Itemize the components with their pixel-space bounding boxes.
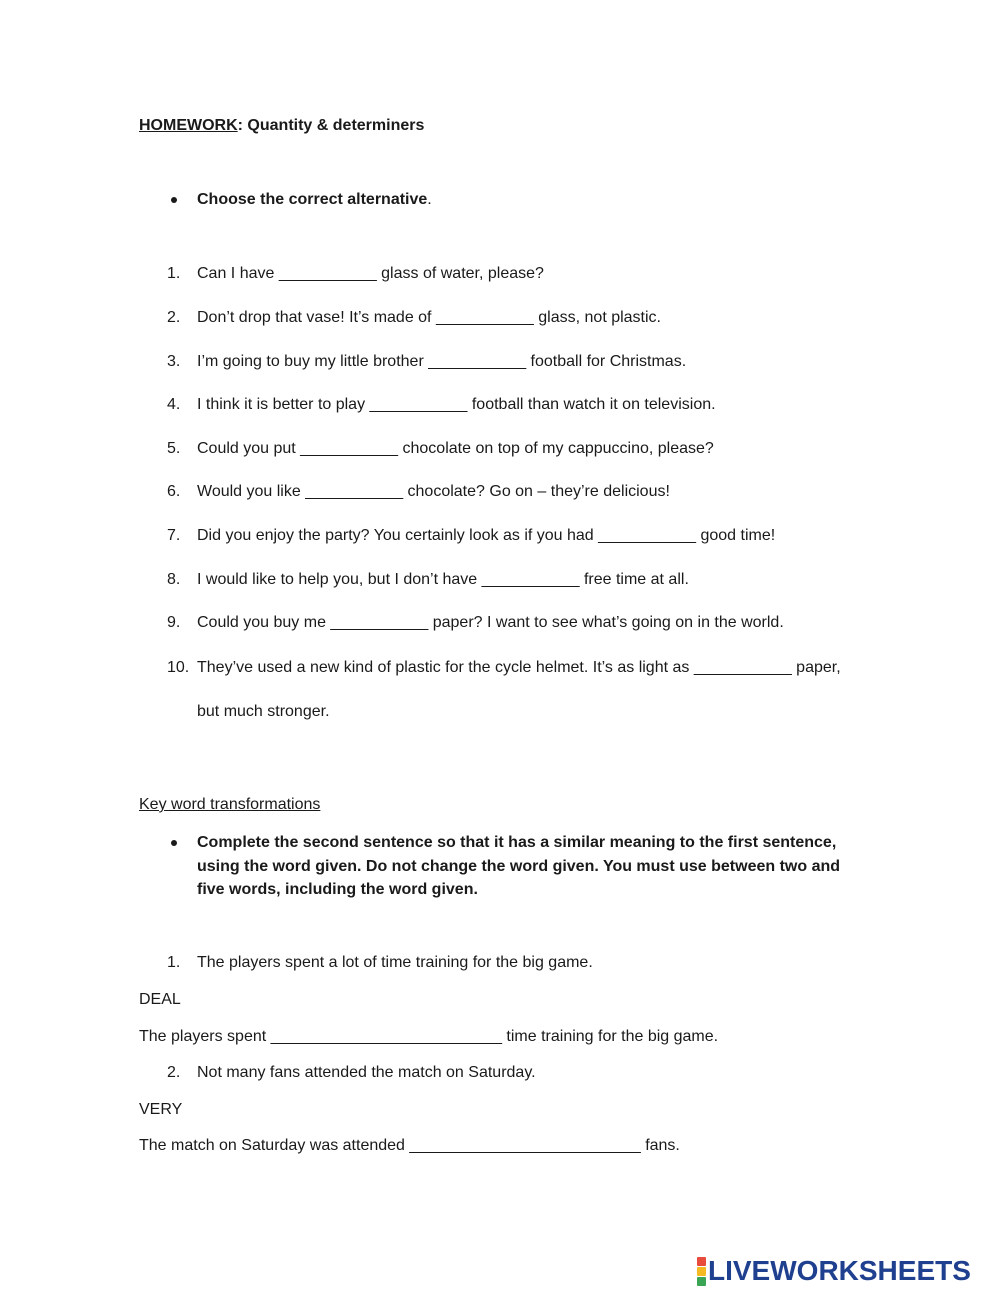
item-number: 1.	[167, 265, 181, 282]
exercise-item: Can I have ___________ glass of water, please?	[197, 265, 544, 282]
item-number: 2.	[167, 309, 181, 326]
item-number: 5.	[167, 440, 181, 457]
answer-line: The players spent __________________________ time training for the big game.	[139, 1028, 719, 1045]
exercise-item: They’ve used a new kind of plastic for the cycle helmet. It’s as light as ___________ paper,	[197, 659, 841, 676]
transformation-sentence: Not many fans attended the match on Saturday.	[197, 1064, 536, 1081]
item-number: 7.	[167, 527, 181, 544]
answer-line: The match on Saturday was attended __________________________ fans.	[139, 1137, 680, 1154]
logo-block	[697, 1267, 706, 1276]
page-title	[139, 116, 424, 136]
bullet-icon	[171, 197, 177, 203]
section1-instruction: Choose the correct alternative.	[197, 191, 432, 208]
item-number: 1.	[167, 954, 181, 971]
exercise-item: I would like to help you, but I don’t have ___________ free time at all.	[197, 571, 689, 588]
exercise-item: I think it is better to play ___________ football than watch it on television.	[197, 396, 716, 413]
item-number: 9.	[167, 614, 181, 631]
item-number: 2.	[167, 1064, 181, 1081]
exercise-item: Would you like ___________ chocolate? Go on – they’re delicious!	[197, 483, 670, 500]
title-prefix: HOMEWORK	[139, 117, 238, 134]
exercise-item: I’m going to buy my little brother ___________ football for Christmas.	[197, 353, 687, 370]
section2-instruction: Complete the second sentence so that it has a similar meaning to the first sentence, using the word given. Do not change the word given. You must use between two and five words, including the word given.	[197, 834, 841, 898]
title-suffix: : Quantity & determiners	[237, 117, 425, 134]
item-number: 3.	[167, 353, 181, 370]
logo-text: LIVEWORKSHEETS	[708, 1255, 971, 1286]
item-number: 8.	[167, 571, 181, 588]
transformation-sentence: The players spent a lot of time training for the big game.	[197, 954, 593, 971]
keyword: DEAL	[139, 991, 181, 1008]
keyword: VERY	[139, 1101, 183, 1118]
exercise-item: Could you buy me ___________ paper? I want to see what’s going on in the world.	[197, 614, 784, 631]
section2-heading: Key word transformations	[139, 796, 321, 813]
exercise-item: Did you enjoy the party? You certainly look as if you had ___________ good time!	[197, 527, 776, 544]
exercise-item: Don’t drop that vase! It’s made of ___________ glass, not plastic.	[197, 309, 661, 326]
item-number: 4.	[167, 396, 181, 413]
exercise-item-continuation: but much stronger.	[197, 703, 330, 720]
liveworksheets-logo	[697, 1256, 971, 1286]
bullet-icon	[171, 840, 177, 846]
logo-block	[697, 1277, 706, 1286]
exercise-item: Could you put ___________ chocolate on top of my cappuccino, please?	[197, 440, 714, 457]
logo-blocks-icon	[697, 1257, 706, 1286]
item-number: 6.	[167, 483, 181, 500]
logo-block	[697, 1257, 706, 1266]
item-number: 10.	[167, 659, 190, 676]
